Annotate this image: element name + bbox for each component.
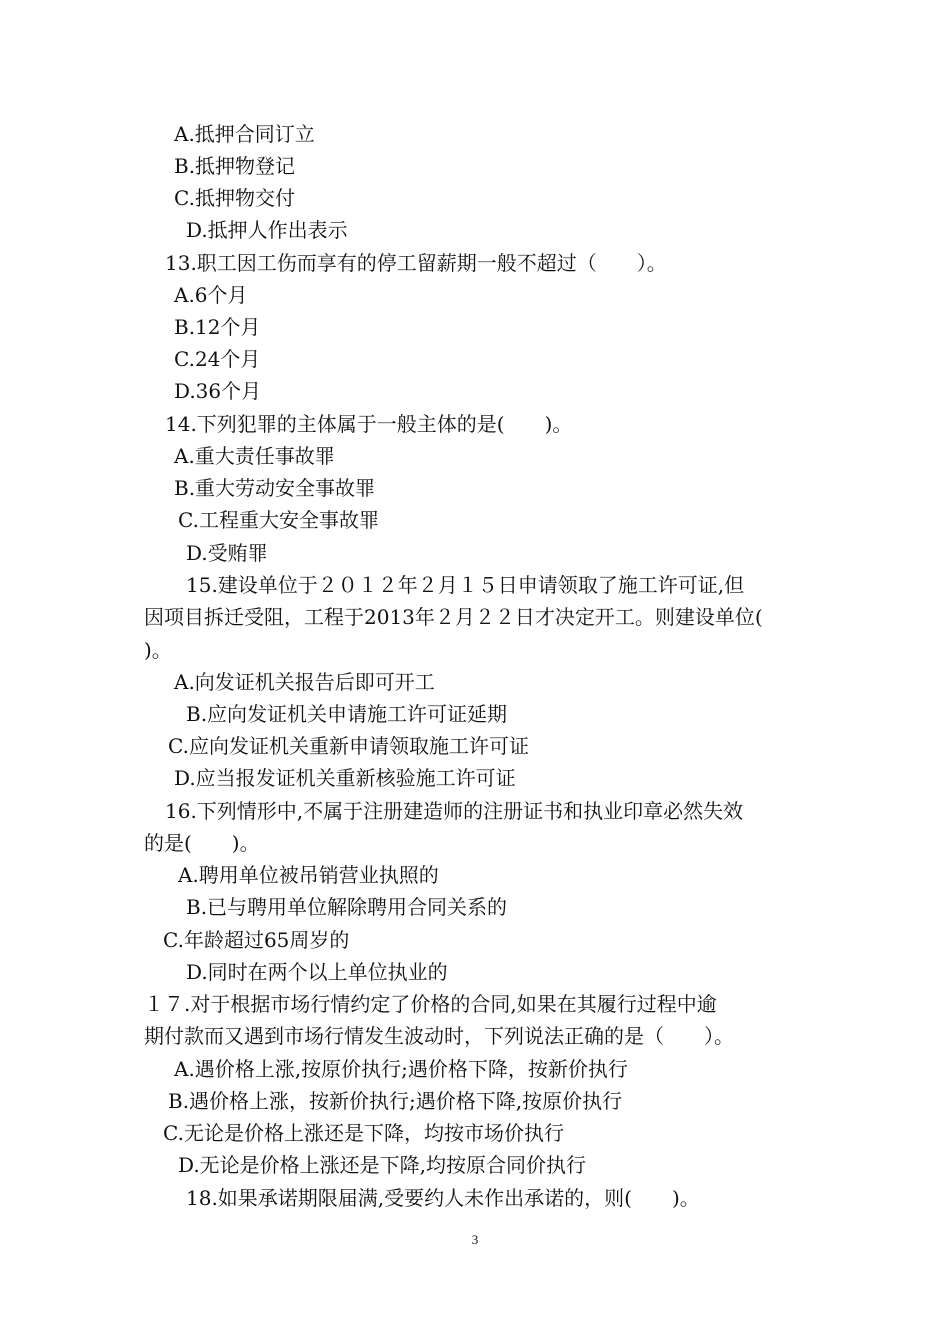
q15-stem-line3: )。 xyxy=(144,638,172,662)
q14-option-d: D.受贿罪 xyxy=(186,541,268,565)
q17-option-b: B.遇价格上涨，按新价执行;遇价格下降,按原价执行 xyxy=(168,1089,623,1113)
q14-stem: 14.下列犯罪的主体属于一般主体的是( )。 xyxy=(165,412,573,436)
q13-option-d: D.36个月 xyxy=(174,379,262,403)
q17-stem-line1: １７.对于根据市场行情约定了价格的合同,如果在其履行过程中逾 xyxy=(144,992,717,1016)
q18-stem: 18.如果承诺期限届满,受要约人未作出承诺的，则( )。 xyxy=(186,1186,700,1210)
q13-option-c: C.24个月 xyxy=(174,347,261,371)
q15-option-c: C.应向发证机关重新申请领取施工许可证 xyxy=(168,734,529,758)
q13-option-b: B.12个月 xyxy=(174,315,261,339)
q16-option-d: D.同时在两个以上单位执业的 xyxy=(186,960,448,984)
q17-stem-line2: 期付款而又遇到市场行情发生波动时，下列说法正确的是（ ）。 xyxy=(144,1024,734,1048)
q16-stem-line2: 的是( )。 xyxy=(144,831,260,855)
q16-option-c: C.年龄超过65周岁的 xyxy=(163,928,350,952)
q17-option-c: C.无论是价格上涨还是下降，均按市场价执行 xyxy=(163,1121,564,1145)
q15-option-a: A.向发证机关报告后即可开工 xyxy=(174,670,435,694)
page-number: 3 xyxy=(471,1232,479,1247)
q15-option-d: D.应当报发证机关重新核验施工许可证 xyxy=(174,766,516,790)
q15-stem-line2: 因项目拆迁受阻，工程于2013年２月２２日才决定开工。则建设单位( xyxy=(144,605,763,629)
q17-option-d: D.无论是价格上涨还是下降,均按原合同价执行 xyxy=(178,1153,587,1177)
q16-stem-line1: 16.下列情形中,不属于注册建造师的注册证书和执业印章必然失效 xyxy=(165,799,744,823)
q12-option-d: D.抵押人作出表示 xyxy=(186,218,348,242)
q15-stem-line1: 15.建设单位于２０１２年２月１５日申请领取了施工许可证,但 xyxy=(186,573,745,597)
q12-option-b: B.抵押物登记 xyxy=(174,154,296,178)
q14-option-a: A.重大责任事故罪 xyxy=(174,444,335,468)
q14-option-b: B.重大劳动安全事故罪 xyxy=(174,476,376,500)
q14-option-c: C.工程重大安全事故罪 xyxy=(178,508,379,532)
q16-option-a: A.聘用单位被吊销营业执照的 xyxy=(178,863,439,887)
q12-option-c: C.抵押物交付 xyxy=(174,186,295,210)
q15-option-b: B.应向发证机关申请施工许可证延期 xyxy=(186,702,508,726)
q13-stem: 13.职工因工伤而享有的停工留薪期一般不超过（ ）。 xyxy=(165,251,667,275)
q12-option-a: A.抵押合同订立 xyxy=(174,122,315,146)
q17-option-a: A.遇价格上涨,按原价执行;遇价格下降，按新价执行 xyxy=(174,1057,628,1081)
q16-option-b: B.已与聘用单位解除聘用合同关系的 xyxy=(186,895,508,919)
q13-option-a: A.6个月 xyxy=(174,283,248,307)
